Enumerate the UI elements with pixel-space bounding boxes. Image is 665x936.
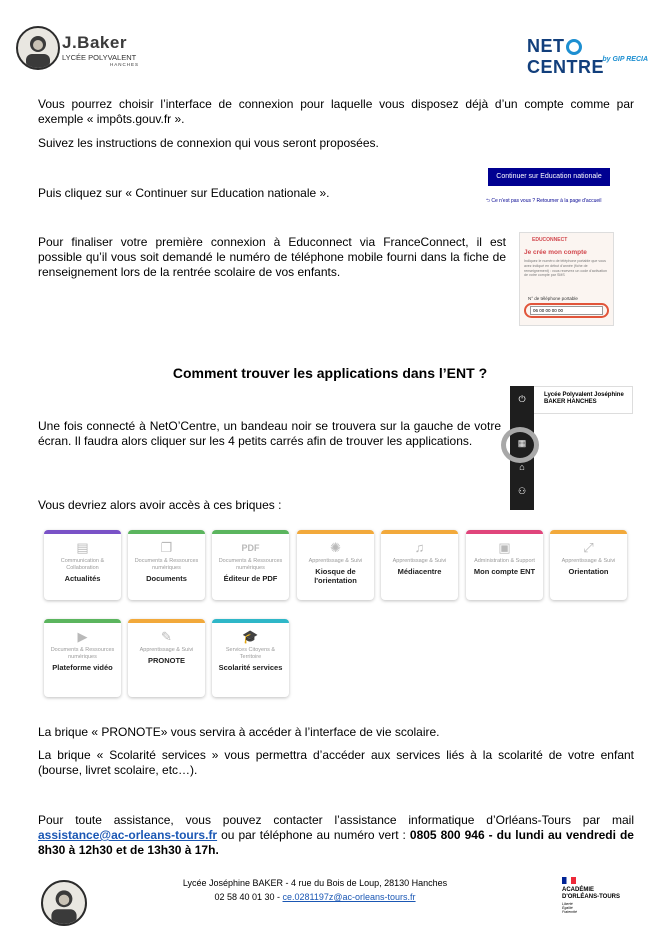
pronote-icon: ✎ [161, 629, 172, 644]
app-tile-1[interactable] [128, 530, 205, 600]
ent-logo-circle-icon [566, 39, 582, 55]
educonnect-brand: EDUCONNECT [532, 237, 568, 243]
sun-icon: ✺ [330, 540, 341, 555]
educonnect-phone-screenshot [519, 232, 614, 326]
intro-p1: Vous pourrez choisir l’interface de connexion pour laquelle vous disposez déjà d’un compte comme par exemple « impôts.gouv.fr ». [38, 97, 634, 126]
tile-name: Actualités [64, 574, 101, 583]
tile-color-band [128, 530, 205, 534]
home-icon[interactable]: ⌂ [519, 462, 525, 472]
pdf-icon: PDF [241, 543, 260, 553]
app-tile-2[interactable] [212, 530, 289, 600]
graduation-icon: 🎓 [242, 629, 259, 644]
app-tile-3[interactable] [297, 530, 374, 600]
footer-contact [150, 876, 480, 904]
tile-color-band [212, 619, 289, 623]
app-tile-0[interactable] [44, 530, 121, 600]
intro-p2: Suivez les instructions de connexion qui vous seront proposées. [38, 136, 379, 150]
tile-color-band [297, 530, 374, 534]
app-tile-9[interactable] [212, 619, 289, 697]
tile-name: Documents [146, 574, 187, 583]
apps-grid-icon[interactable]: ▦ [517, 438, 527, 448]
tile-category: Apprentissage & Suivi [392, 558, 447, 564]
tile-category: Services Citoyens & Territoire [225, 647, 276, 660]
ent-logo-right: CENTRE [527, 57, 605, 77]
baker-subtitle: LYCÉE POLYVALENT [62, 53, 137, 62]
tile-category: Communication & Collaboration [60, 558, 105, 571]
documents-icon: ❐ [160, 540, 173, 555]
tile-name: Kiosque de l'orientation [314, 567, 357, 585]
phone-heading: Je crée mon compte [524, 249, 587, 256]
media-icon: ♫ [414, 540, 425, 555]
tile-color-band [381, 530, 458, 534]
academie-line2: D'ORLÉANS-TOURS [562, 894, 620, 900]
id-card-icon: ▣ [498, 540, 511, 555]
baker-portrait-logo [16, 26, 60, 70]
back-home-link[interactable] [486, 198, 616, 206]
highlight-circle [501, 427, 539, 463]
ent-logo-left: NET [527, 36, 565, 56]
tile-category: Administration & Support [474, 558, 535, 564]
tile-color-band [44, 619, 121, 623]
tile-category: Apprentissage & Suivi [308, 558, 363, 564]
footer-email-link[interactable]: ce.0281197z@ac-orleans-tours.fr [282, 892, 416, 902]
continue-education-nationale-button[interactable]: Continuer sur Education nationale [488, 168, 610, 186]
footer-phone: 02 58 40 01 30 - [214, 892, 280, 902]
ent-by: by GIP RECIA [602, 56, 648, 63]
section-p1: Une fois connecté à NetO’Centre, un bandeau noir se trouvera sur la gauche de votre écran. Il faudra alors cliquer sur les 4 petits carrés afin de trouver les applications. [38, 419, 501, 448]
tile-name: Plateforme vidéo [52, 663, 113, 672]
school-name-line2: BAKER HANCHES [544, 399, 597, 405]
tile-category: Documents & Ressources numériques [50, 647, 115, 660]
app-tile-8[interactable] [128, 619, 205, 697]
footer-address: Lycée Joséphine BAKER - 4 rue du Bois de Loup, 28130 Hanches [182, 878, 448, 888]
outro-p3-text-b: ou par téléphone au numéro vert : [221, 828, 406, 842]
netocentre-logo [527, 36, 652, 77]
power-icon[interactable]: ⏻ [518, 394, 526, 404]
tile-name: Médiacentre [397, 567, 442, 576]
assistance-email-link[interactable]: assistance@ac-orleans-tours.fr [38, 828, 218, 842]
tile-color-band [212, 530, 289, 534]
intro-p4: Pour finaliser votre première connexion à Educonnect via FranceConnect, il est possible qu’il vous soit demandé le numéro de téléphone mobile fourni dans la fiche de renseignement lors de la rentrée scolaire de vos enfants. [38, 235, 506, 279]
tile-name: Mon compte ENT [473, 567, 536, 576]
outro-p3 [38, 813, 634, 858]
ent-school-panel [534, 386, 633, 414]
tile-category: Documents & Ressources numériques [134, 558, 199, 571]
academie-motto: Liberté Égalité Fraternité [562, 902, 577, 914]
phone-field-label: N° de téléphone portable [528, 296, 578, 301]
app-tile-5[interactable] [466, 530, 543, 600]
phone-number-field[interactable] [524, 303, 609, 318]
back-home-link-text: Ce n'est pas vous ? Retourner à la page d'accueil [491, 198, 602, 204]
arrows-icon: ⤢ [583, 540, 594, 555]
tile-category: Apprentissage & Suivi [139, 647, 194, 653]
academie-line1: ACADÉMIE [562, 887, 595, 893]
phone-body: Indiquez le numéro de téléphone portable que vous avez indiqué en début d'année (fiche de renseignement) : vous recevrez un code d'activation de votre compte par SMS [524, 259, 607, 278]
outro-p2: La brique « Scolarité services » vous permettra d’accéder aux services liés à la scolarité de votre enfant (bourse, livret scolaire, etc…). [38, 748, 634, 777]
school-name-line1: Lycée Polyvalent Joséphine [544, 392, 624, 398]
tile-color-band [128, 619, 205, 623]
tile-category: Documents & Ressources numériques [218, 558, 283, 571]
baker-title: J.Baker [62, 33, 127, 52]
tile-color-band [44, 530, 121, 534]
footer-baker-portrait [41, 880, 87, 926]
tile-color-band [466, 530, 543, 534]
newspaper-icon: ▤ [76, 540, 89, 555]
baker-town: HANCHES [110, 62, 140, 67]
outro-p1: La brique « PRONOTE» vous servira à accéder à l’interface de vie scolaire. [38, 725, 440, 739]
app-tile-6[interactable] [550, 530, 627, 600]
outro-p3-text-a: Pour toute assistance, vous pouvez contacter l’assistance informatique d’Orléans-Tours par mail [38, 813, 634, 827]
video-icon: ▶ [77, 629, 88, 644]
french-flag-icon [562, 877, 576, 884]
tile-category: Apprentissage & Suivi [561, 558, 616, 564]
back-arrow-icon: ⮌ [486, 198, 492, 204]
tile-name: Éditeur de PDF [223, 574, 278, 583]
outro-p3-hours: 0805 800 946 - du lundi au vendredi de 8h30 à 12h30 et de 13h30 à 17h. [38, 828, 634, 857]
section-p2: Vous devriez alors avoir accès à ces briques : [38, 498, 282, 512]
app-tile-7[interactable] [44, 619, 121, 697]
footer-contact-line [150, 890, 480, 904]
app-tile-4[interactable] [381, 530, 458, 600]
section-title: Comment trouver les applications dans l’ENT ? [172, 365, 488, 381]
tile-name: PRONOTE [147, 656, 186, 665]
academie-logo [562, 877, 642, 914]
tile-name: Orientation [568, 567, 609, 576]
tile-name: Scolarité services [218, 663, 283, 672]
tile-color-band [550, 530, 627, 534]
user-icon[interactable]: ⚇ [517, 486, 527, 496]
intro-p3: Puis cliquez sur « Continuer sur Education nationale ». [38, 186, 330, 200]
phone-number-value: 06 00 00 00 00 [530, 306, 603, 315]
